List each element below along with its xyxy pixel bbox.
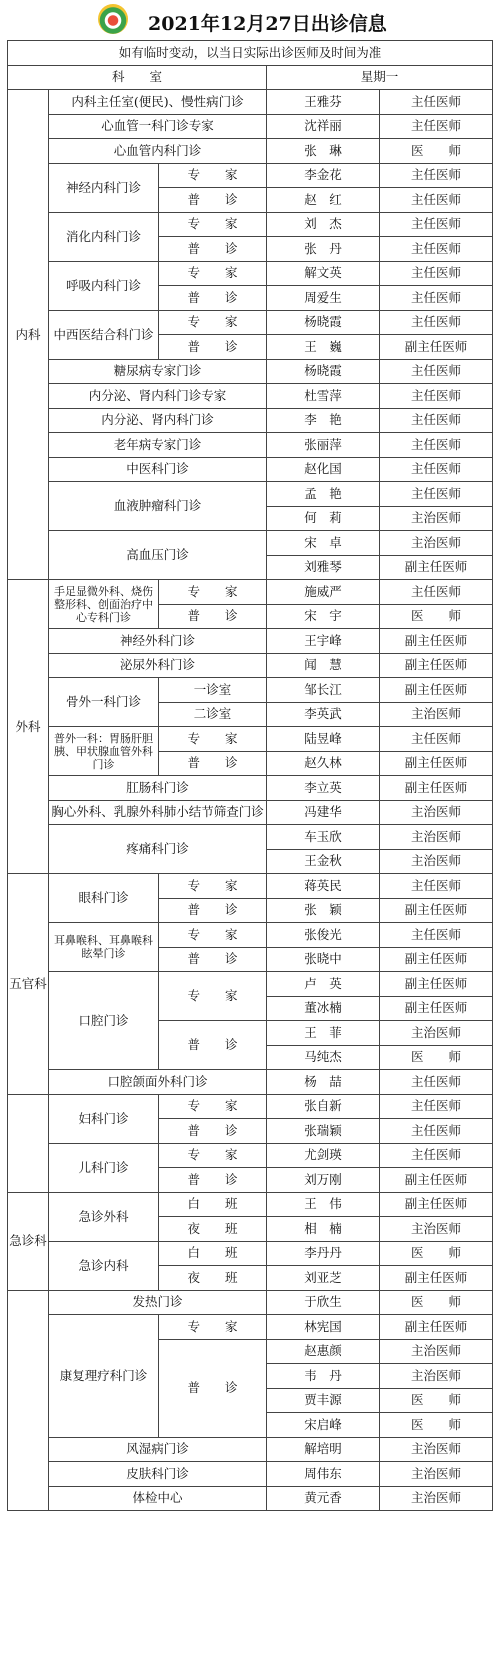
- clinic-name: 康复理疗科门诊: [49, 1315, 159, 1438]
- doctor-title: 主任医师: [380, 482, 493, 507]
- doctor-title: 主任医师: [380, 1119, 493, 1144]
- doctor-name: 卢 英: [267, 972, 380, 997]
- doctor-name: 赵惠颜: [267, 1339, 380, 1364]
- doctor-title: 副主任医师: [380, 1168, 493, 1193]
- doctor-title: 主治医师: [380, 825, 493, 850]
- doctor-title: 医 师: [380, 1241, 493, 1266]
- visit-type: 普 诊: [159, 947, 267, 972]
- doctor-title: 主治医师: [380, 1437, 493, 1462]
- doctor-name: 韦 丹: [267, 1364, 380, 1389]
- visit-type: 普 诊: [159, 335, 267, 360]
- doctor-title: 医 师: [380, 604, 493, 629]
- table-row: [8, 800, 493, 825]
- doctor-name: 解培明: [267, 1437, 380, 1462]
- doctor-title: 主任医师: [380, 457, 493, 482]
- table-row: [8, 139, 493, 164]
- doctor-title: 主任医师: [380, 310, 493, 335]
- visit-type: 普 诊: [159, 604, 267, 629]
- visit-type: 普 诊: [159, 1119, 267, 1144]
- clinic-name: 发热门诊: [49, 1290, 267, 1315]
- dept-group-label: 急诊科: [8, 1192, 49, 1290]
- clinic-name: 呼吸内科门诊: [49, 261, 159, 310]
- clinic-name: 老年病专家门诊: [49, 433, 267, 458]
- doctor-name: 杜雪萍: [267, 384, 380, 409]
- table-row: [8, 1486, 493, 1511]
- doctor-title: 副主任医师: [380, 1192, 493, 1217]
- clinic-name: 皮肤科门诊: [49, 1462, 267, 1487]
- visit-type: 夜 班: [159, 1217, 267, 1242]
- clinic-name: 普外一科：胃肠肝胆胰、甲状腺血管外科门诊: [49, 727, 159, 776]
- doctor-title: 主任医师: [380, 727, 493, 752]
- doctor-name: 张瑞颖: [267, 1119, 380, 1144]
- dept-group-label: 外科: [8, 580, 49, 874]
- clinic-name: 神经内科门诊: [49, 163, 159, 212]
- doctor-title: 主任医师: [380, 114, 493, 139]
- doctor-title: 主任医师: [380, 580, 493, 605]
- visit-type: 白 班: [159, 1192, 267, 1217]
- doctor-name: 赵 红: [267, 188, 380, 213]
- doctor-name: 于欣生: [267, 1290, 380, 1315]
- visit-type: 二诊室: [159, 702, 267, 727]
- doctor-title: 主任医师: [380, 384, 493, 409]
- clinic-name: 手足显微外科、烧伤整形科、创面治疗中心专科门诊: [49, 580, 159, 629]
- table-row: [8, 1315, 493, 1340]
- doctor-title: 主治医师: [380, 800, 493, 825]
- notice-text: 如有临时变动，以当日实际出诊医师及时间为准: [8, 41, 493, 66]
- doctor-title: 主任医师: [380, 212, 493, 237]
- doctor-title: 主任医师: [380, 188, 493, 213]
- clinic-name: 儿科门诊: [49, 1143, 159, 1192]
- doctor-title: 主治医师: [380, 1339, 493, 1364]
- doctor-title: 主任医师: [380, 1143, 493, 1168]
- table-row: [8, 1462, 493, 1487]
- visit-type: 白 班: [159, 1241, 267, 1266]
- table-row: [8, 653, 493, 678]
- doctor-name: 张 丹: [267, 237, 380, 262]
- doctor-name: 蒋英民: [267, 874, 380, 899]
- clinic-name: 消化内科门诊: [49, 212, 159, 261]
- doctor-name: 杨晓霞: [267, 359, 380, 384]
- table-row: [8, 580, 493, 605]
- doctor-title: 副主任医师: [380, 1266, 493, 1291]
- doctor-name: 王 巍: [267, 335, 380, 360]
- doctor-name: 邹长江: [267, 678, 380, 703]
- schedule-body: [8, 41, 493, 1511]
- doctor-title: 医 师: [380, 1388, 493, 1413]
- table-row: [8, 1143, 493, 1168]
- visit-type: 普 诊: [159, 1021, 267, 1070]
- doctor-title: 副主任医师: [380, 996, 493, 1021]
- doctor-name: 闻 慧: [267, 653, 380, 678]
- doctor-name: 施威严: [267, 580, 380, 605]
- visit-type: 专 家: [159, 261, 267, 286]
- table-row: [8, 163, 493, 188]
- doctor-title: 主治医师: [380, 531, 493, 556]
- clinic-name: 泌尿外科门诊: [49, 653, 267, 678]
- doctor-title: 副主任医师: [380, 898, 493, 923]
- group-spacer: [8, 1094, 49, 1192]
- hospital-logo-icon: [98, 4, 128, 34]
- doctor-title: 医 师: [380, 139, 493, 164]
- visit-type: 专 家: [159, 1143, 267, 1168]
- doctor-name: 张 颖: [267, 898, 380, 923]
- table-row: [8, 1192, 493, 1217]
- doctor-title: 副主任医师: [380, 678, 493, 703]
- doctor-name: 相 楠: [267, 1217, 380, 1242]
- visit-type: 一诊室: [159, 678, 267, 703]
- doctor-title: 副主任医师: [380, 653, 493, 678]
- doctor-title: 主治医师: [380, 506, 493, 531]
- table-row: [8, 482, 493, 507]
- doctor-title: 副主任医师: [380, 776, 493, 801]
- doctor-name: 车玉欣: [267, 825, 380, 850]
- doctor-title: 副主任医师: [380, 335, 493, 360]
- doctor-title: 主任医师: [380, 408, 493, 433]
- visit-type: 专 家: [159, 580, 267, 605]
- doctor-name: 李 艳: [267, 408, 380, 433]
- clinic-name: 血液肿瘤科门诊: [49, 482, 267, 531]
- clinic-name: 风湿病门诊: [49, 1437, 267, 1462]
- doctor-title: 副主任医师: [380, 629, 493, 654]
- table-row: [8, 776, 493, 801]
- doctor-name: 王宇峰: [267, 629, 380, 654]
- doctor-name: 赵久林: [267, 751, 380, 776]
- doctor-name: 张 琳: [267, 139, 380, 164]
- doctor-title: 主任医师: [380, 433, 493, 458]
- page-title: 2021年12月27日出诊信息: [148, 13, 387, 35]
- table-row: [8, 212, 493, 237]
- doctor-name: 李立英: [267, 776, 380, 801]
- doctor-name: 杨晓霞: [267, 310, 380, 335]
- doctor-name: 刘 杰: [267, 212, 380, 237]
- doctor-name: 赵化国: [267, 457, 380, 482]
- doctor-title: 医 师: [380, 1290, 493, 1315]
- doctor-name: 沈祥丽: [267, 114, 380, 139]
- doctor-name: 王雅芬: [267, 90, 380, 115]
- clinic-name: 中医科门诊: [49, 457, 267, 482]
- doctor-name: 张丽萍: [267, 433, 380, 458]
- visit-type: 专 家: [159, 727, 267, 752]
- doctor-title: 主任医师: [380, 261, 493, 286]
- clinic-name: 妇科门诊: [49, 1094, 159, 1143]
- doctor-name: 尤剑瑛: [267, 1143, 380, 1168]
- clinic-name: 急诊外科: [49, 1192, 159, 1241]
- table-row: [8, 114, 493, 139]
- doctor-name: 张自新: [267, 1094, 380, 1119]
- doctor-name: 宋 宇: [267, 604, 380, 629]
- doctor-name: 林宪国: [267, 1315, 380, 1340]
- doctor-name: 刘亚芝: [267, 1266, 380, 1291]
- clinic-name: 糖尿病专家门诊: [49, 359, 267, 384]
- doctor-name: 何 莉: [267, 506, 380, 531]
- doctor-title: 副主任医师: [380, 555, 493, 580]
- doctor-name: 刘雅琴: [267, 555, 380, 580]
- doctor-title: 主任医师: [380, 923, 493, 948]
- doctor-title: 主治医师: [380, 1364, 493, 1389]
- doctor-title: 副主任医师: [380, 947, 493, 972]
- doctor-name: 黄元香: [267, 1486, 380, 1511]
- clinic-name: 口腔门诊: [49, 972, 159, 1070]
- doctor-name: 杨 喆: [267, 1070, 380, 1095]
- clinic-name: 内分泌、肾内科门诊: [49, 408, 267, 433]
- visit-type: 专 家: [159, 972, 267, 1021]
- doctor-title: 医 师: [380, 1413, 493, 1438]
- table-row: [8, 1094, 493, 1119]
- schedule-table: [7, 40, 493, 1511]
- table-row: [8, 433, 493, 458]
- clinic-name: 心血管一科门诊专家: [49, 114, 267, 139]
- doctor-title: 医 师: [380, 1045, 493, 1070]
- doctor-name: 周伟东: [267, 1462, 380, 1487]
- doctor-name: 董冰楠: [267, 996, 380, 1021]
- table-row: [8, 41, 493, 66]
- doctor-name: 李英武: [267, 702, 380, 727]
- clinic-name: 高血压门诊: [49, 531, 267, 580]
- doctor-title: 主任医师: [380, 163, 493, 188]
- table-row: [8, 408, 493, 433]
- table-row: [8, 384, 493, 409]
- clinic-name: 体检中心: [49, 1486, 267, 1511]
- doctor-name: 宋 卓: [267, 531, 380, 556]
- doctor-name: 张俊光: [267, 923, 380, 948]
- table-row: [8, 531, 493, 556]
- dept-header: 科 室: [8, 65, 267, 90]
- doctor-title: 副主任医师: [380, 751, 493, 776]
- table-row: [8, 261, 493, 286]
- doctor-title: 主治医师: [380, 849, 493, 874]
- doctor-title: 主任医师: [380, 237, 493, 262]
- table-row: [8, 359, 493, 384]
- visit-type: 普 诊: [159, 1168, 267, 1193]
- clinic-name: 心血管内科门诊: [49, 139, 267, 164]
- doctor-title: 主任医师: [380, 1070, 493, 1095]
- clinic-name: 中西医结合科门诊: [49, 310, 159, 359]
- table-row: [8, 1437, 493, 1462]
- clinic-name: 内科主任室(便民)、慢性病门诊: [49, 90, 267, 115]
- doctor-name: 冯建华: [267, 800, 380, 825]
- visit-type: 专 家: [159, 874, 267, 899]
- visit-type: 普 诊: [159, 1339, 267, 1437]
- doctor-name: 陆昱峰: [267, 727, 380, 752]
- clinic-name: 疼痛科门诊: [49, 825, 267, 874]
- doctor-name: 李金花: [267, 163, 380, 188]
- doctor-name: 孟 艳: [267, 482, 380, 507]
- doctor-title: 主任医师: [380, 874, 493, 899]
- visit-type: 普 诊: [159, 751, 267, 776]
- table-row: [8, 972, 493, 997]
- visit-type: 普 诊: [159, 188, 267, 213]
- doctor-title: 主任医师: [380, 1094, 493, 1119]
- doctor-name: 马纯杰: [267, 1045, 380, 1070]
- visit-type: 专 家: [159, 310, 267, 335]
- clinic-name: 神经外科门诊: [49, 629, 267, 654]
- clinic-name: 眼科门诊: [49, 874, 159, 923]
- table-row: [8, 310, 493, 335]
- doctor-name: 王 菲: [267, 1021, 380, 1046]
- table-row: [8, 90, 493, 115]
- doctor-name: 王 伟: [267, 1192, 380, 1217]
- table-row: [8, 874, 493, 899]
- table-row: [8, 1290, 493, 1315]
- doctor-title: 主治医师: [380, 702, 493, 727]
- table-row: [8, 1070, 493, 1095]
- clinic-name: 急诊内科: [49, 1241, 159, 1290]
- doctor-title: 副主任医师: [380, 972, 493, 997]
- doctor-title: 副主任医师: [380, 1315, 493, 1340]
- doctor-title: 主任医师: [380, 286, 493, 311]
- clinic-name: 骨外一科门诊: [49, 678, 159, 727]
- table-row: [8, 825, 493, 850]
- table-row: [8, 678, 493, 703]
- day-header: 星期一: [267, 65, 493, 90]
- doctor-title: 主治医师: [380, 1021, 493, 1046]
- clinic-name: 肛肠科门诊: [49, 776, 267, 801]
- table-row: [8, 923, 493, 948]
- doctor-name: 张晓中: [267, 947, 380, 972]
- visit-type: 夜 班: [159, 1266, 267, 1291]
- table-row: [8, 727, 493, 752]
- visit-type: 普 诊: [159, 237, 267, 262]
- clinic-name: 内分泌、肾内科门诊专家: [49, 384, 267, 409]
- doctor-title: 主任医师: [380, 90, 493, 115]
- doctor-title: 主任医师: [380, 359, 493, 384]
- doctor-name: 王金秋: [267, 849, 380, 874]
- visit-type: 专 家: [159, 923, 267, 948]
- doctor-name: 周爱生: [267, 286, 380, 311]
- doctor-name: 解文英: [267, 261, 380, 286]
- table-row: [8, 65, 493, 90]
- doctor-name: 贾丰源: [267, 1388, 380, 1413]
- visit-type: 专 家: [159, 1094, 267, 1119]
- doctor-title: 主治医师: [380, 1217, 493, 1242]
- doctor-name: 李丹丹: [267, 1241, 380, 1266]
- clinic-name: 耳鼻喉科、耳鼻喉科眩晕门诊: [49, 923, 159, 972]
- visit-type: 普 诊: [159, 286, 267, 311]
- dept-group-label: 五官科: [8, 874, 49, 1095]
- visit-type: 专 家: [159, 163, 267, 188]
- doctor-name: 宋启峰: [267, 1413, 380, 1438]
- header-bar: [0, 0, 500, 40]
- doctor-title: 主治医师: [380, 1486, 493, 1511]
- table-row: [8, 629, 493, 654]
- group-spacer: [8, 1290, 49, 1511]
- doctor-title: 主治医师: [380, 1462, 493, 1487]
- table-row: [8, 457, 493, 482]
- visit-type: 普 诊: [159, 898, 267, 923]
- dept-group-label: 内科: [8, 90, 49, 580]
- doctor-name: 刘万刚: [267, 1168, 380, 1193]
- visit-type: 专 家: [159, 212, 267, 237]
- visit-type: 专 家: [159, 1315, 267, 1340]
- clinic-name: 口腔颌面外科门诊: [49, 1070, 267, 1095]
- table-row: [8, 1241, 493, 1266]
- clinic-name: 胸心外科、乳腺外科肺小结节筛查门诊: [49, 800, 267, 825]
